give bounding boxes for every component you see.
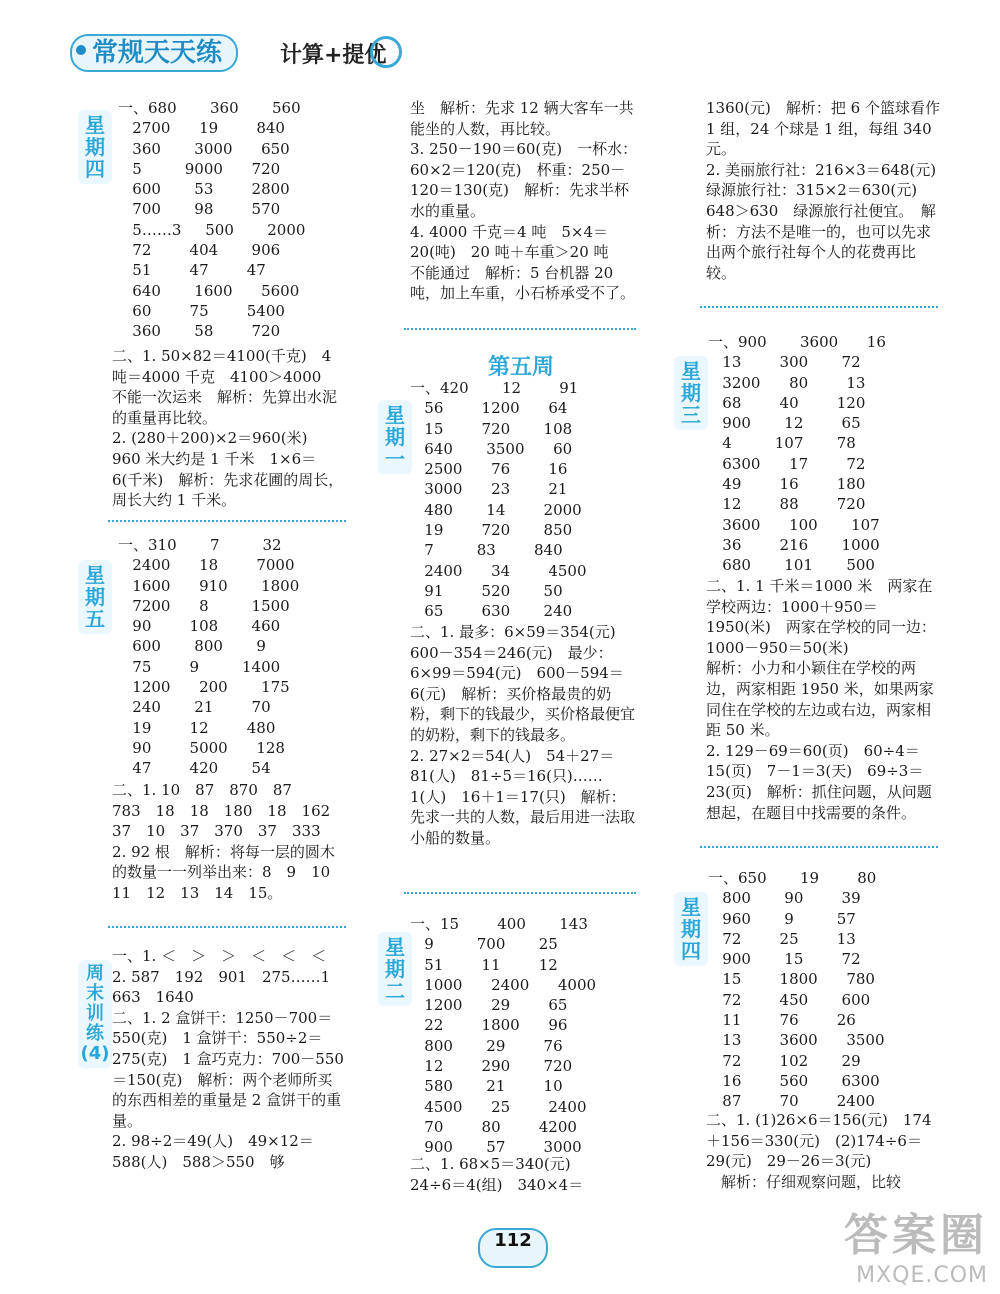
page-number: 112 — [478, 1228, 548, 1268]
divider — [108, 520, 346, 522]
divider — [108, 926, 346, 928]
brand-title: 常规天天练 — [70, 34, 238, 72]
divider — [700, 846, 938, 848]
tab-wednesday: 星期三 — [674, 356, 708, 430]
tab-thursday-2: 星期四 — [674, 892, 708, 966]
watermark — [844, 1199, 988, 1288]
col3-continued-answers: 1360(元) 解析：把 6 个篮球看作 1 组，24 个球是 1 组，每组 340 元。 2. 美丽旅行社：216×3＝648(元) 绿源旅行社：315×2＝630(元) 648＞630 绿源旅行社便宜。 解析：方法不是唯一的，也可以先求出两个旅行社每个人的花费再比较。 — [706, 99, 940, 282]
tab-weekend-training: 周末训练(4) — [78, 960, 112, 1068]
header-banner — [70, 30, 400, 74]
clock-icon — [370, 36, 402, 68]
divider — [404, 328, 636, 330]
bullet-dot-icon — [76, 45, 86, 55]
col2-mon-table: 一、420 12 91 56 1200 64 15 720 108 640 3500 60 2500 76 16 3000 23 21 480 14 2000 19 720 850 7 83 840 2400 34 4500 91 520 50 65 630 240 — [410, 379, 587, 621]
watermark-line2: MXQE.COM — [856, 1263, 988, 1288]
col1-fri-table: 一、310 7 32 2400 18 7000 1600 910 1800 7200 8 1500 90 108 460 600 800 9 75 9 1400 1200 200 175 240 21 70 19 12 480 90 5000 128 47 420 54 — [118, 536, 300, 778]
tab-thursday: 星期四 — [78, 110, 112, 184]
col3-wed-table: 一、900 3600 16 13 300 72 3200 80 13 68 40 120 900 12 65 4 107 78 6300 17 72 49 16 180 12 88 720 3600 100 107 36 216 1000 680 101 500 — [708, 333, 886, 575]
col3-thu-table: 一、650 19 80 800 90 39 960 9 57 72 25 13 900 15 72 15 1800 780 72 450 600 11 76 26 13 3600 3500 72 102 29 16 560 6300 87 70 2400 — [708, 869, 885, 1111]
divider — [700, 306, 938, 308]
col3-wed-answers: 二、1. 1 千米＝1000 米 两家在学校两边：1000＋950＝1950(米) 两家在学校的同一边：1000－950＝50(米) 解析：小力和小颖住在学校的两边，两家相距 1950 米，如果两家同住在学校的左边或右边，两家相距 50 米。 2. 129－69＝60(页) 60÷4＝15(页) 7－1＝3(天) 69÷3＝23(页) 解析：抓住问题，从问题想起，在题目中找需要的条件。 — [706, 577, 936, 822]
col1-fri-answers: 二、1. 10 87 870 87 783 18 18 180 18 162 37 10 37 370 37 333 2. 92 根 解析：将每一层的圆木的数量一一列举出来：8 9 10 11 12 13 14 15。 — [112, 781, 335, 902]
col2-mon-answers: 二、1. 最多：6×59＝354(元) 600－354＝246(元) 最少：6×99＝594(元) 600－594＝6(元) 解析：买价格最贵的奶粉，剩下的钱最少，买价格最便宜的奶粉，剩下的钱最多。 2. 27×2＝54(人) 54＋27＝81(人) 81÷5＝16(只)……1(人) 16＋1＝17(只) 解析：先求一共的人数，最后用进一法取小船的数量。 — [410, 623, 636, 847]
col1-weekend-answers: 一、1. ＜ ＞ ＞ ＜ ＜ ＜ 2. 587 192 901 275……1 663 1640 二、1. 2 盒饼干：1250－700＝550(克) 1 盒饼干：550÷2＝275(克) 1 盒巧克力：700－550＝150(克) 解析：两个老师所买的东西相差的重量是 2 盒饼干的重量。 2. 98÷2＝49(人) 49×12＝588(人) 588＞550 够 — [112, 947, 344, 1171]
tab-tuesday: 星期二 — [378, 932, 412, 1006]
brand-subtitle: 计算+提优 — [280, 43, 387, 68]
col2-tue-answers: 二、1. 68×5＝340(元) 24÷6＝4(组) 340×4＝ — [410, 1155, 584, 1194]
col3-thu-answers: 二、1. (1)26×6＝156(元) 174＋156＝330(元) (2)174÷6＝29(元) 29－26＝3(元) 解析：仔细观察问题，比较 — [706, 1111, 932, 1191]
watermark-line1: 答案圈 — [844, 1210, 988, 1261]
col2-tue-table: 一、15 400 143 9 700 25 51 11 12 1000 2400 4000 1200 29 65 22 1800 96 800 29 76 12 290 720 580 21 10 4500 25 2400 70 80 4200 900 57 3000 — [410, 915, 597, 1157]
col1-thu-table: 一、680 360 560 2700 19 840 360 3000 650 5 9000 720 600 53 2800 700 98 570 5……3 500 2000 72 404 906 51 47 47 640 1600 5600 60 75 5400 360 58 720 — [118, 99, 306, 341]
tab-monday: 星期一 — [378, 400, 412, 474]
divider — [404, 892, 636, 894]
tab-friday: 星期五 — [78, 560, 112, 634]
col2-continued-answers: 坐 解析：先求 12 辆大客车一共能坐的人数，再比较。 3. 250－190＝60(克) 一杯水：60×2＝120(克) 杯重：250－120＝130(克) 解析：先求半杯水的重量。 4. 4000 千克＝4 吨 5×4＝20(吨) 20 吨＋车重＞20 吨 不能通过 解析：5 台机器 20 吨，加上车重，小石桥承受不了。 — [410, 99, 638, 303]
week-title: 第五周 — [488, 355, 555, 380]
col1-thu-answers: 二、1. 50×82＝4100(千克) 4 吨＝4000 千克 4100＞4000 不能一次运来 解析：先算出水泥的重量再比较。 2. (280＋200)×2＝960(米) 960 米大约是 1 千米 1×6＝6(千米) 解析：先求花圃的周长，周长大约 1 千米。 — [112, 347, 344, 510]
